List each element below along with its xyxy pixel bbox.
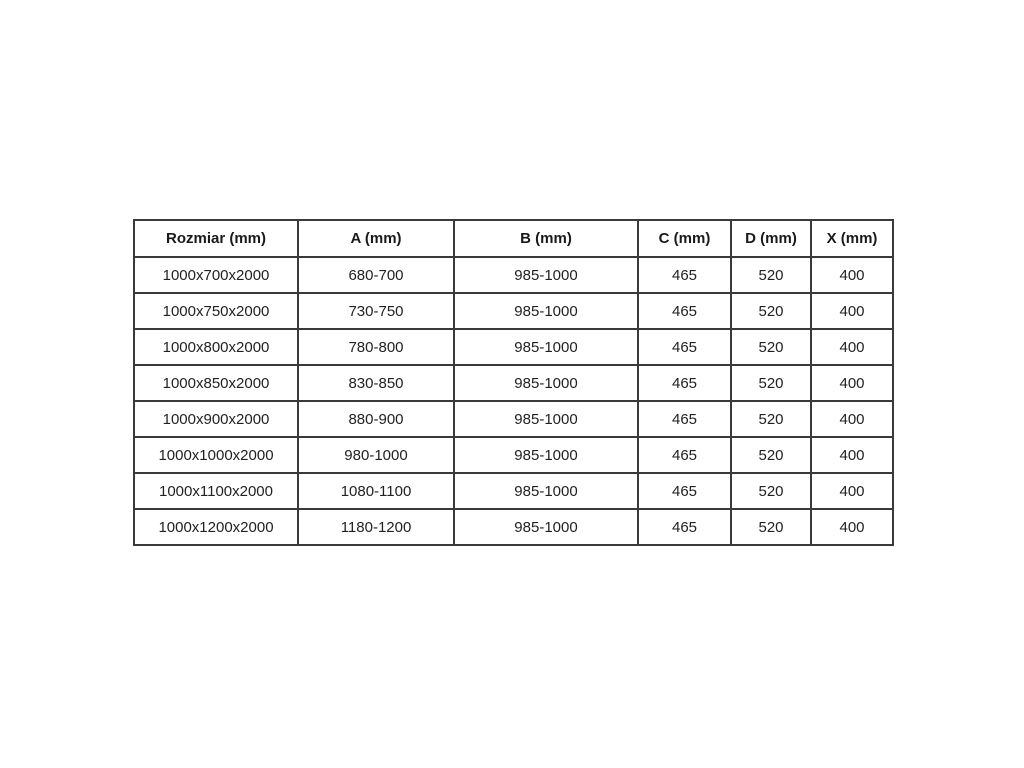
table-cell: 520 <box>731 509 811 545</box>
column-header: Rozmiar (mm) <box>134 220 298 257</box>
table-cell: 465 <box>638 329 731 365</box>
table-cell: 400 <box>811 257 893 293</box>
table-cell: 985-1000 <box>454 509 638 545</box>
table-cell: 985-1000 <box>454 437 638 473</box>
table-cell: 465 <box>638 473 731 509</box>
table-cell: 520 <box>731 473 811 509</box>
table-cell: 985-1000 <box>454 257 638 293</box>
table-cell: 1000x1200x2000 <box>134 509 298 545</box>
table-cell: 1180-1200 <box>298 509 454 545</box>
table-cell: 465 <box>638 401 731 437</box>
table-row <box>134 437 893 473</box>
table-cell: 520 <box>731 329 811 365</box>
table-cell: 1000x700x2000 <box>134 257 298 293</box>
table-cell: 520 <box>731 257 811 293</box>
table-cell: 880-900 <box>298 401 454 437</box>
table-row <box>134 293 893 329</box>
dimensions-table-container <box>133 219 894 546</box>
table-row <box>134 473 893 509</box>
table-header <box>134 220 893 257</box>
table-row <box>134 401 893 437</box>
table-cell: 520 <box>731 365 811 401</box>
table-cell: 985-1000 <box>454 329 638 365</box>
table-body <box>134 257 893 545</box>
table-cell: 780-800 <box>298 329 454 365</box>
table-row <box>134 329 893 365</box>
table-cell: 400 <box>811 473 893 509</box>
table-cell: 520 <box>731 293 811 329</box>
table-cell: 1080-1100 <box>298 473 454 509</box>
table-cell: 985-1000 <box>454 401 638 437</box>
table-cell: 400 <box>811 293 893 329</box>
table-cell: 830-850 <box>298 365 454 401</box>
table-cell: 730-750 <box>298 293 454 329</box>
table-cell: 680-700 <box>298 257 454 293</box>
table-row <box>134 365 893 401</box>
table-cell: 1000x1100x2000 <box>134 473 298 509</box>
table-row <box>134 257 893 293</box>
table-cell: 400 <box>811 437 893 473</box>
table-cell: 985-1000 <box>454 473 638 509</box>
table-cell: 465 <box>638 437 731 473</box>
table-cell: 400 <box>811 329 893 365</box>
table-cell: 465 <box>638 509 731 545</box>
column-header: A (mm) <box>298 220 454 257</box>
column-header: B (mm) <box>454 220 638 257</box>
table-cell: 980-1000 <box>298 437 454 473</box>
table-cell: 465 <box>638 293 731 329</box>
table-cell: 1000x1000x2000 <box>134 437 298 473</box>
table-cell: 1000x800x2000 <box>134 329 298 365</box>
table-cell: 1000x850x2000 <box>134 365 298 401</box>
table-cell: 520 <box>731 401 811 437</box>
table-cell: 400 <box>811 509 893 545</box>
table-cell: 985-1000 <box>454 293 638 329</box>
column-header: C (mm) <box>638 220 731 257</box>
table-cell: 400 <box>811 401 893 437</box>
table-cell: 985-1000 <box>454 365 638 401</box>
column-header: D (mm) <box>731 220 811 257</box>
table-cell: 465 <box>638 365 731 401</box>
table-cell: 1000x750x2000 <box>134 293 298 329</box>
dimensions-table <box>133 219 894 546</box>
header-row <box>134 220 893 257</box>
table-cell: 1000x900x2000 <box>134 401 298 437</box>
table-row <box>134 509 893 545</box>
table-cell: 465 <box>638 257 731 293</box>
table-cell: 520 <box>731 437 811 473</box>
table-cell: 400 <box>811 365 893 401</box>
column-header: X (mm) <box>811 220 893 257</box>
